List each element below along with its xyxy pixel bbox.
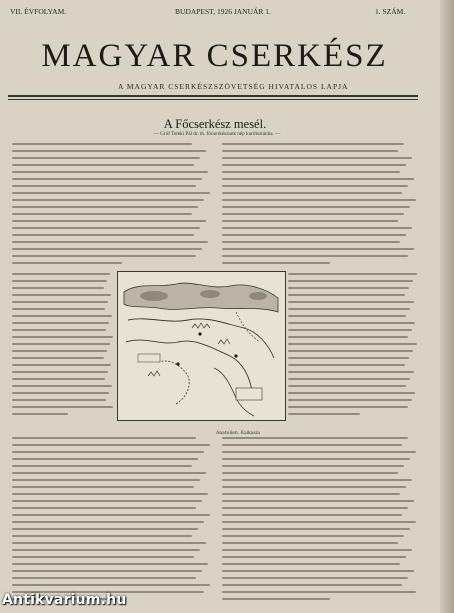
text-line xyxy=(222,535,404,537)
text-line xyxy=(12,444,210,446)
issue-label: 1. SZÁM. xyxy=(375,7,406,16)
header-rule-top xyxy=(8,95,418,97)
text-line xyxy=(12,392,109,394)
text-line xyxy=(12,178,202,180)
text-line xyxy=(12,584,210,586)
text-line xyxy=(288,371,414,373)
text-line xyxy=(288,406,408,408)
text-line xyxy=(12,248,202,250)
text-line xyxy=(288,287,409,289)
text-line xyxy=(222,556,406,558)
text-line xyxy=(12,262,122,264)
text-line xyxy=(288,364,405,366)
text-line xyxy=(288,378,410,380)
text-line xyxy=(222,500,414,502)
text-line xyxy=(222,458,410,460)
text-line xyxy=(288,280,413,282)
masthead-title: MAGYAR CSERKÉSZ xyxy=(41,38,388,74)
text-line xyxy=(12,206,198,208)
text-line xyxy=(12,234,194,236)
text-line xyxy=(222,171,400,173)
text-line xyxy=(12,521,204,523)
text-line xyxy=(12,577,196,579)
text-line xyxy=(222,241,400,243)
text-line xyxy=(12,465,192,467)
text-line xyxy=(222,584,402,586)
text-line xyxy=(12,294,111,296)
text-line xyxy=(12,157,200,159)
text-line xyxy=(12,472,206,474)
text-line xyxy=(12,255,196,257)
text-line xyxy=(12,241,208,243)
article-title: A Főcserkész mesél. xyxy=(163,117,267,131)
text-line xyxy=(288,350,413,352)
text-line xyxy=(288,301,414,303)
text-line xyxy=(222,514,402,516)
masthead-subtitle: A MAGYAR CSERKÉSZSZÖVETSÉG HIVATALOS LAPJA xyxy=(118,82,349,91)
text-line xyxy=(12,507,196,509)
text-line xyxy=(222,185,408,187)
text-line xyxy=(288,343,417,345)
text-line xyxy=(222,563,400,565)
text-line xyxy=(222,444,402,446)
text-line xyxy=(12,570,202,572)
text-line xyxy=(12,315,112,317)
text-line xyxy=(12,406,113,408)
watermark-logo: Antikvarium.hu xyxy=(2,592,127,608)
text-line xyxy=(12,329,106,331)
text-line xyxy=(12,308,105,310)
text-line xyxy=(288,357,409,359)
date-label: BUDAPEST, 1926 JANUÁR 1. xyxy=(175,7,271,16)
text-line xyxy=(288,336,408,338)
text-line xyxy=(12,563,208,565)
text-line xyxy=(12,399,106,401)
volume-label: VII. ÉVFOLYAM. xyxy=(10,7,67,16)
text-line xyxy=(12,192,210,194)
text-line xyxy=(288,322,415,324)
right-column-top xyxy=(222,143,418,271)
text-line xyxy=(222,213,404,215)
text-line xyxy=(12,479,200,481)
text-line xyxy=(222,472,398,474)
text-line xyxy=(222,220,398,222)
text-line xyxy=(12,185,196,187)
text-line xyxy=(12,535,192,537)
text-line xyxy=(12,350,107,352)
text-line xyxy=(222,507,408,509)
header-rule-bottom xyxy=(8,99,418,100)
text-line xyxy=(12,500,202,502)
text-line xyxy=(12,486,194,488)
text-line xyxy=(222,234,406,236)
text-line xyxy=(12,364,111,366)
text-line xyxy=(12,287,104,289)
left-column-side xyxy=(12,273,114,426)
page-edge xyxy=(440,0,454,613)
text-line xyxy=(288,315,406,317)
text-line xyxy=(222,451,416,453)
text-line xyxy=(12,528,198,530)
text-line xyxy=(222,255,408,257)
text-line xyxy=(222,157,412,159)
text-line xyxy=(222,542,398,544)
text-line xyxy=(222,598,330,600)
text-line xyxy=(12,143,192,145)
text-line xyxy=(222,262,330,264)
text-line xyxy=(288,413,360,415)
text-line xyxy=(222,549,412,551)
text-line xyxy=(222,437,408,439)
text-line xyxy=(12,385,112,387)
text-line xyxy=(288,399,412,401)
text-line xyxy=(288,385,406,387)
text-line xyxy=(222,493,400,495)
text-line xyxy=(222,591,416,593)
text-line xyxy=(12,150,206,152)
text-line xyxy=(222,164,406,166)
text-line xyxy=(222,199,416,201)
text-line xyxy=(222,206,410,208)
text-line xyxy=(12,549,200,551)
text-line xyxy=(12,273,110,275)
text-line xyxy=(12,213,192,215)
text-line xyxy=(12,171,208,173)
map-illustration xyxy=(117,271,286,421)
text-line xyxy=(12,493,208,495)
right-column-bottom xyxy=(222,437,418,607)
text-line xyxy=(12,343,110,345)
text-line xyxy=(12,458,198,460)
text-line xyxy=(12,542,206,544)
article-byline: — Gróf Teleki Pál dr. th. főcserkésznek nép kurdisztánba. — xyxy=(153,131,281,137)
text-line xyxy=(12,336,113,338)
text-line xyxy=(288,308,410,310)
text-line xyxy=(12,322,109,324)
text-line xyxy=(222,248,414,250)
text-line xyxy=(222,479,412,481)
text-line xyxy=(12,301,108,303)
text-line xyxy=(12,451,204,453)
text-line xyxy=(222,143,404,145)
text-line xyxy=(288,329,412,331)
text-line xyxy=(222,577,408,579)
map-caption: Anatolien, Kaikasia xyxy=(216,431,260,436)
text-line xyxy=(222,486,406,488)
text-line xyxy=(12,199,204,201)
text-line xyxy=(12,371,108,373)
text-line xyxy=(12,556,194,558)
text-line xyxy=(12,378,105,380)
text-line xyxy=(222,465,404,467)
text-line xyxy=(12,437,196,439)
left-column-bottom xyxy=(12,437,212,607)
text-line xyxy=(222,528,410,530)
text-line xyxy=(222,521,416,523)
text-line xyxy=(12,357,104,359)
text-line xyxy=(12,164,194,166)
text-line xyxy=(288,273,417,275)
text-line xyxy=(288,294,405,296)
text-line xyxy=(222,570,414,572)
right-column-side xyxy=(288,273,418,426)
text-line xyxy=(288,392,415,394)
text-line xyxy=(12,227,200,229)
text-line xyxy=(222,178,414,180)
left-column-top xyxy=(12,143,212,271)
text-line xyxy=(222,227,412,229)
text-line xyxy=(12,514,210,516)
text-line xyxy=(222,192,402,194)
text-line xyxy=(12,220,206,222)
text-line xyxy=(222,150,398,152)
text-line xyxy=(12,413,68,415)
text-line xyxy=(12,280,107,282)
